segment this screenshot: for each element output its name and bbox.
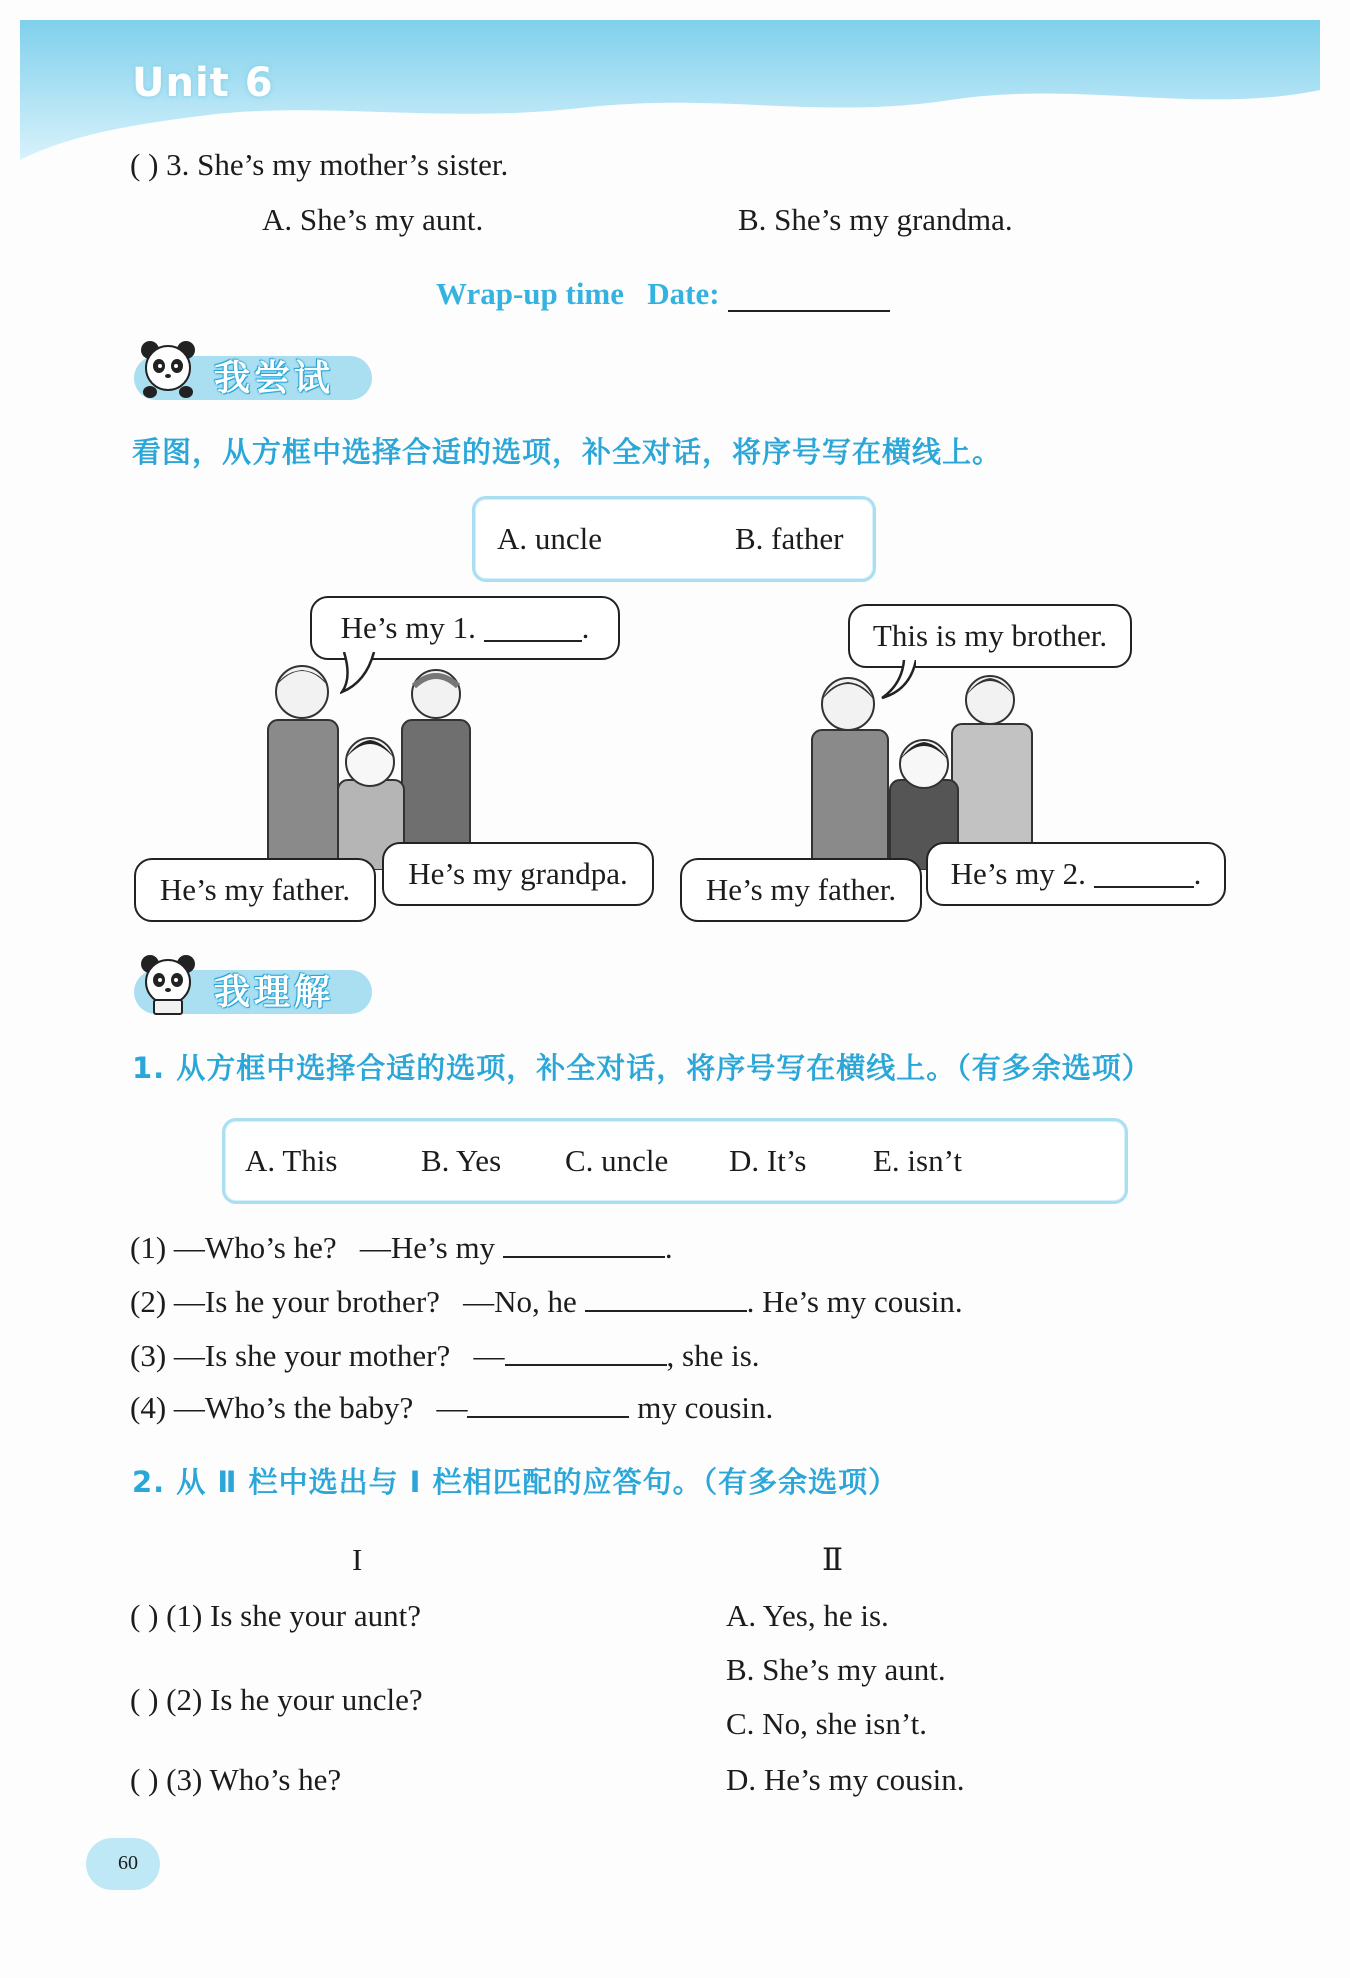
wrapup-title: Wrap-up time (436, 276, 625, 311)
wrapup-date-label: Date: (647, 276, 720, 311)
bubble-left-bottom-left: He’s my father. (134, 858, 376, 922)
section-try-label: 我尝试 (214, 358, 335, 399)
item-question: —Who’s he? (173, 1230, 337, 1265)
panda-icon (136, 338, 200, 402)
item-answer-suffix: . (664, 1230, 673, 1265)
bubble-left-top-suffix: . (581, 610, 590, 645)
bubble-left-top-prefix: He’s my 1. (340, 610, 476, 645)
q2-col2-option-d: D. He’s my cousin. (726, 1762, 965, 1797)
q2-instruction: 2. 从 Ⅱ 栏中选出与 Ⅰ 栏相匹配的应答句。（有多余选项） (132, 1465, 899, 1499)
section-understand-label: 我理解 (214, 972, 335, 1013)
bubble-left-bottom-right: He’s my grandpa. (382, 842, 654, 906)
q1-option-e: E. isn’t (873, 1143, 962, 1178)
q1-item-1 (130, 1230, 673, 1266)
bubble-tail (340, 652, 380, 694)
item-answer-prefix: —He’s my (359, 1230, 496, 1265)
bubble-right-bottom-suffix: . (1193, 856, 1202, 891)
q2-column-1-header: I (352, 1542, 363, 1577)
page-number: 60 (118, 1852, 138, 1874)
bubble-right-bottom-prefix: He’s my 2. (950, 856, 1086, 891)
section-try-instruction: 看图，从方框中选择合适的选项，补全对话，将序号写在横线上。 (132, 435, 1003, 469)
panda-icon (136, 952, 200, 1016)
unit-title: Unit 6 (132, 60, 274, 106)
q1-item-2 (130, 1284, 963, 1320)
answer-blank[interactable] (505, 1338, 667, 1366)
item-number: (4) (130, 1390, 167, 1425)
try-option-a: A. uncle (497, 521, 603, 556)
q2-col2-option-a: A. Yes, he is. (726, 1598, 889, 1633)
q1-option-b: B. Yes (421, 1143, 502, 1178)
bubble-right-bottom-right (926, 842, 1226, 906)
item-number: (3) (130, 1338, 167, 1373)
q1-options-box (222, 1118, 1128, 1204)
q2-col1-item-1: ( ) (1) Is she your aunt? (130, 1598, 421, 1633)
q2-col1-item-3: ( ) (3) Who’s he? (130, 1762, 342, 1797)
item-answer-suffix: . He’s my cousin. (746, 1284, 963, 1319)
bubble-tail (876, 660, 916, 700)
bubble-left-top (310, 596, 620, 660)
q2-col1-item-2: ( ) (2) Is he your uncle? (130, 1682, 423, 1717)
q1-option-c: C. uncle (565, 1143, 669, 1178)
item-question: —Is he your brother? (173, 1284, 440, 1319)
blank-2[interactable] (1094, 860, 1194, 888)
wrapup-heading (436, 276, 890, 312)
question-3-option-a: A. She’s my aunt. (262, 202, 484, 237)
item-answer-prefix: — (473, 1338, 505, 1373)
q1-option-a: A. This (245, 1143, 338, 1178)
try-option-b: B. father (735, 521, 844, 556)
q2-column-2-header: Ⅱ (822, 1542, 844, 1577)
question-3-option-b: B. She’s my grandma. (738, 202, 1013, 237)
q1-option-d: D. It’s (729, 1143, 807, 1178)
item-answer-suffix: my cousin. (629, 1390, 774, 1425)
item-answer-prefix: —No, he (463, 1284, 577, 1319)
date-input-line[interactable] (728, 282, 890, 312)
q1-item-4 (130, 1390, 773, 1426)
question-3-stem: ( ) 3. She’s my mother’s sister. (130, 147, 509, 182)
q1-instruction: 1. 从方框中选择合适的选项，补全对话，将序号写在横线上。（有多余选项） (132, 1051, 1152, 1085)
q1-item-3 (130, 1338, 760, 1374)
item-number: (1) (130, 1230, 167, 1265)
answer-blank[interactable] (503, 1230, 665, 1258)
bubble-right-top: This is my brother. (848, 604, 1132, 668)
item-question: —Who’s the baby? (173, 1390, 414, 1425)
item-question: —Is she your mother? (173, 1338, 451, 1373)
q2-col2-option-c: C. No, she isn’t. (726, 1706, 927, 1741)
family-illustration-right (800, 660, 1050, 870)
blank-1[interactable] (484, 614, 582, 642)
try-options-box (472, 496, 876, 582)
answer-blank[interactable] (467, 1390, 629, 1418)
bubble-right-bottom-left: He’s my father. (680, 858, 922, 922)
q2-col2-option-b: B. She’s my aunt. (726, 1652, 946, 1687)
answer-blank[interactable] (585, 1284, 747, 1312)
item-answer-prefix: — (436, 1390, 468, 1425)
item-number: (2) (130, 1284, 167, 1319)
item-answer-suffix: , she is. (666, 1338, 760, 1373)
